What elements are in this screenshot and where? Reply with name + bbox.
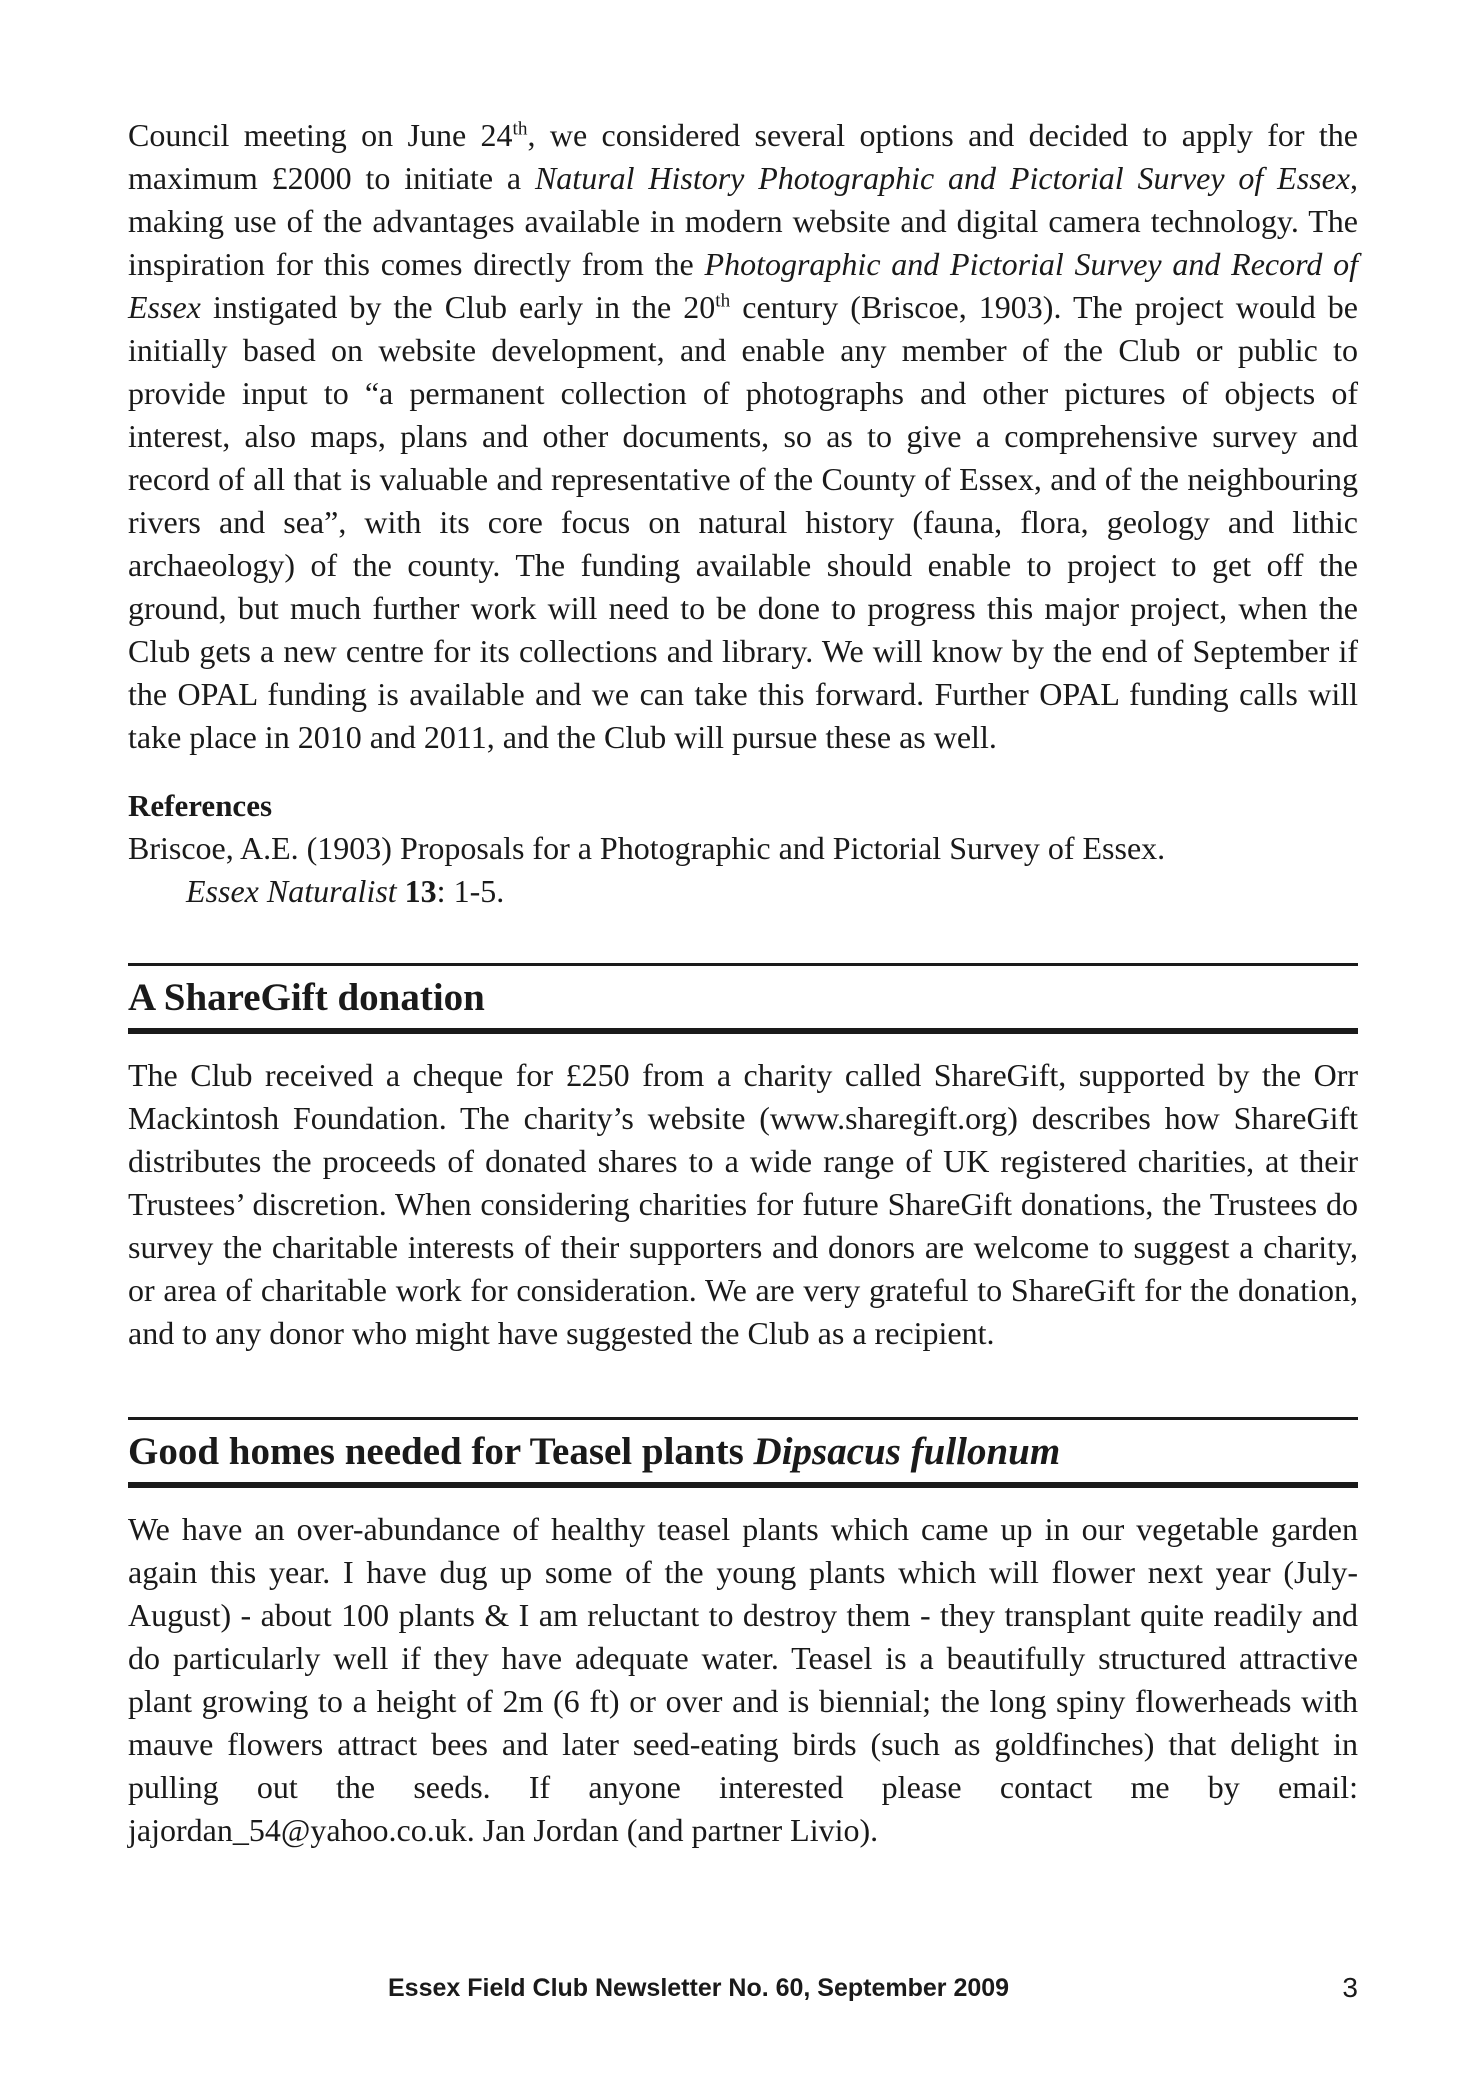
- references-block: [128, 785, 1358, 913]
- teasel-species-name: Dipsacus fullonum: [753, 1430, 1061, 1473]
- sharegift-section: [128, 963, 1358, 1355]
- teasel-paragraph: We have an over-abundance of healthy teasel plants which came up in our vegetable garden again this year. I have dug up some of the young plants which will flower next year (July-August) - about 100 plants & I am reluctant to destroy them - they transplant quite readily and do particularly well if they have adequate water. Teasel is a beautifully structured attractive plant growing to a height of 2m (6 ft) or over and is biennial; the long spiny flowerheads with mauve flowers attract bees and later seed-eating birds (such as goldfinches) that delight in pulling out the seeds. If anyone interested please contact me by email: jajordan_54@yahoo.co.uk. Jan Jordan (and partner Livio).: [128, 1511, 1358, 1848]
- reference-volume: 13: [404, 873, 437, 909]
- reference-source: [128, 870, 1358, 913]
- newsletter-issue-title: Essex Field Club Newsletter No. 60, September 2009: [388, 1974, 1010, 2002]
- reference-pages: : 1-5.: [436, 873, 505, 909]
- page-footer: [128, 1970, 1358, 2010]
- teasel-heading: Good homes needed for Teasel plants Dipsacus fullonum: [128, 1430, 1061, 1473]
- section-rule-bottom: [128, 1028, 1358, 1034]
- references-heading: References: [128, 788, 273, 823]
- reference-entry: Briscoe, A.E. (1903) Proposals for a Photographic and Pictorial Survey of Essex.: [128, 830, 1166, 866]
- reference-journal: Essex Naturalist: [186, 873, 397, 909]
- sharegift-heading: A ShareGift donation: [128, 976, 485, 1019]
- page-number: 3: [1342, 1972, 1358, 2003]
- section-rule-bottom: [128, 1482, 1358, 1488]
- sharegift-paragraph: The Club received a cheque for £250 from a charity called ShareGift, supported by the Orr Mackintosh Foundation. The charity’s website (www.sharegift.org) describes how ShareGift distributes the proceeds of donated shares to a wide range of UK registered charities, at their Trustees’ discretion. When considering charities for future ShareGift donations, the Trustees do survey the charitable interests of their supporters and donors are welcome to suggest a charity, or area of charitable work for consideration. We are very grateful to ShareGift for the donation, and to any donor who might have suggested the Club as a recipient.: [128, 1057, 1358, 1351]
- section-rule-top: [128, 1417, 1358, 1420]
- opal-survey-paragraph: Council meeting on June 24th, we considered several options and decided to apply for the maximum £2000 to initiate a Natural History Photographic and Pictorial Survey of Essex, making use of the advantages available in modern website and digital camera technology. The inspiration for this comes directly from the Photographic and Pictorial Survey and Record of Essex instigated by the Club early in the 20th century (Briscoe, 1903). The project would be initially based on website development, and enable any member of the Club or public to provide input to “a permanent collection of photographs and other pictures of objects of interest, also maps, plans and other documents, so as to give a comprehensive survey and record of all that is valuable and representative of the County of Essex, and of the neighbouring rivers and sea”, with its core focus on natural history (fauna, flora, geology and lithic archaeology) of the county. The funding available should enable to project to get off the ground, but much further work will need to be done to progress this major project, when the Club gets a new centre for its collections and library. We will know by the end of September if the OPAL funding is available and we can take this forward. Further OPAL funding calls will take place in 2010 and 2011, and the Club will pursue these as well.: [128, 117, 1359, 755]
- section-rule-top: [128, 963, 1358, 966]
- teasel-section: [128, 1417, 1358, 1852]
- newsletter-page: [128, 114, 1358, 1852]
